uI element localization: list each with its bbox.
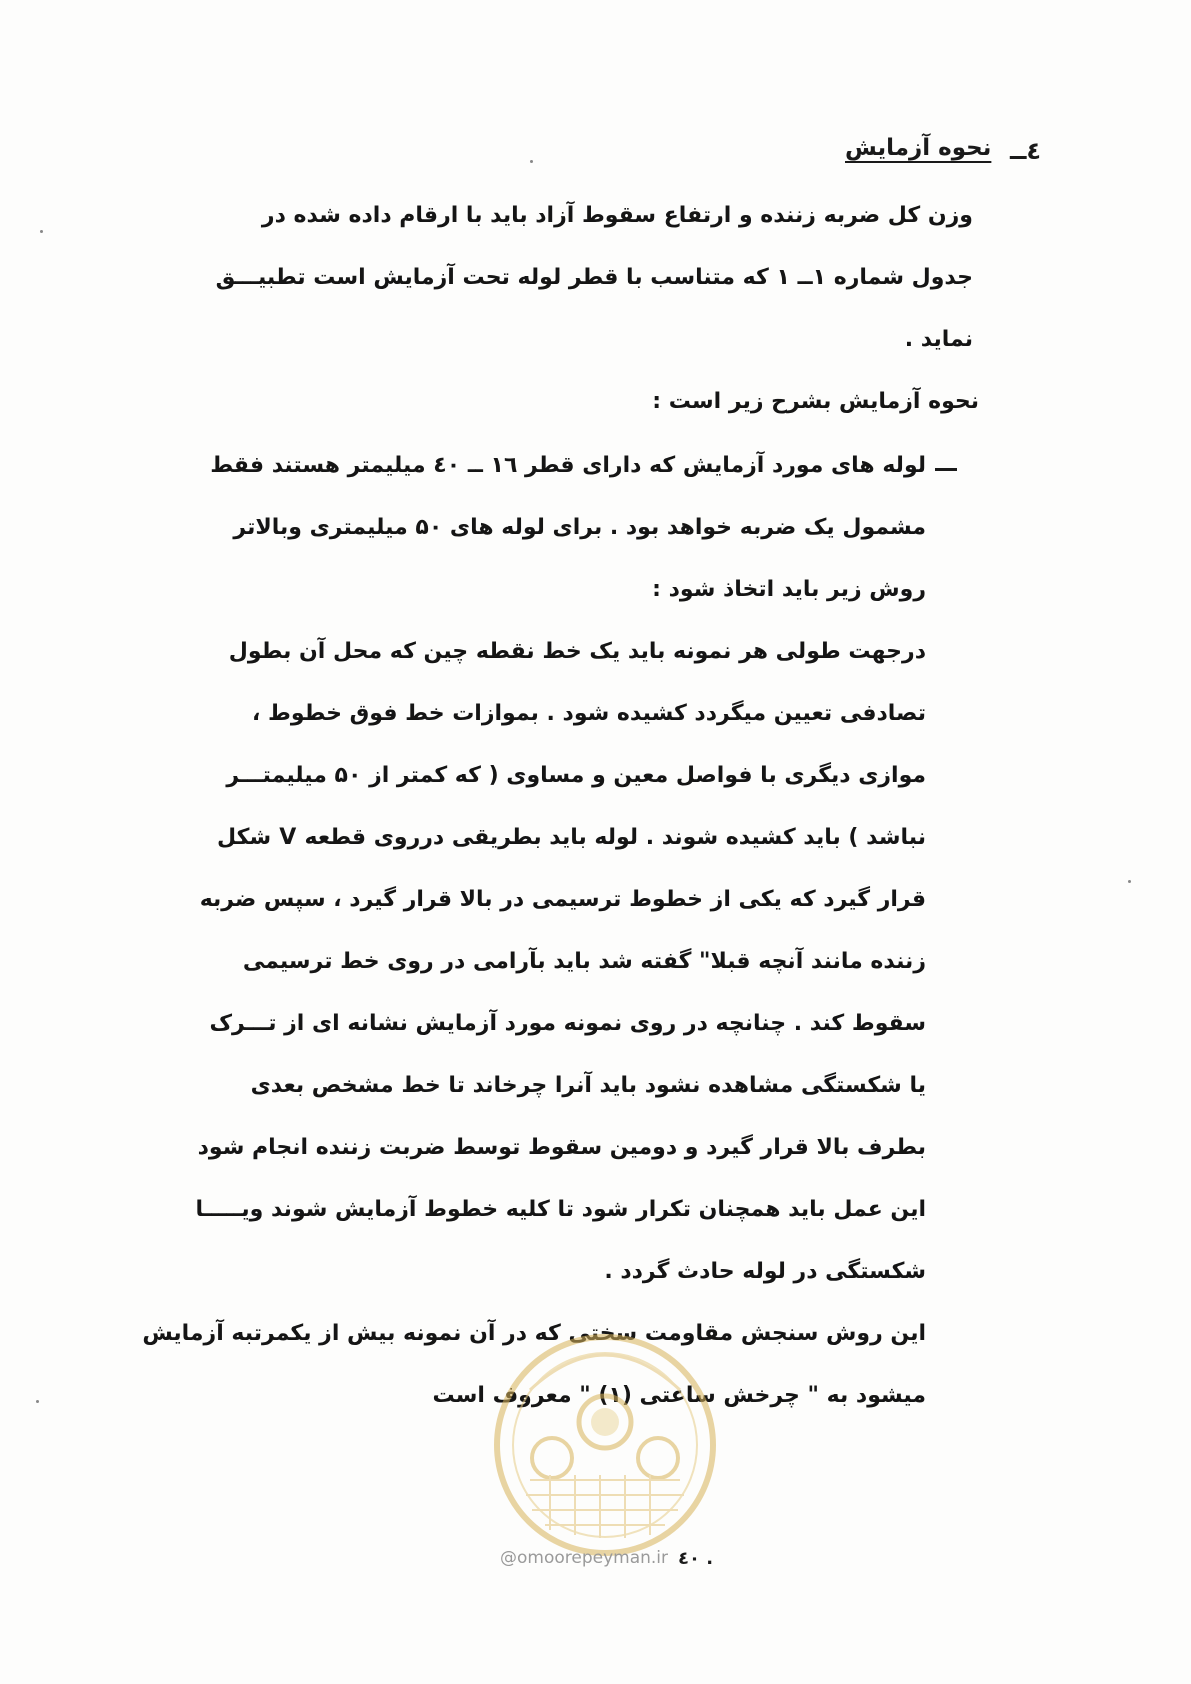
bullet-line: مشمول یک ضربه خواهد بود . برای لوله های ۵۰ میلیمتری وبالاتر — [233, 515, 926, 540]
paragraph-line: این روش سنجش مقاومت سختی که در آن نمونه بیش از یکمرتبه آزمایش — [142, 1321, 926, 1346]
paragraph-line: درجهت طولی هر نمونه باید یک خط نقطه چین که محل آن بطول — [228, 639, 926, 664]
paragraph-line: بطرف بالا قرار گیرد و دومین سقوط توسط ضربت زننده انجام شود — [197, 1135, 926, 1160]
scan-speck — [36, 1400, 39, 1403]
paragraph-line: نباشد ) باید کشیده شوند . لوله باید بطریقی درروی قطعه V شکل — [217, 825, 926, 850]
paragraph-line: وزن کل ضربه زننده و ارتفاع سقوط آزاد باید با ارقام داده شده در — [261, 203, 973, 228]
intro-line: نحوه آزمایش بشرح زیر است : — [652, 389, 979, 414]
watermark-text: @omoorepeyman.ir — [500, 1548, 669, 1568]
paragraph-line: این عمل باید همچنان تکرار شود تا کلیه خطوط آزمایش شوند ویـــــا — [195, 1197, 926, 1222]
bullet-line: روش زیر باید اتخاذ شود : — [652, 577, 926, 602]
page-number: ٤۰ . — [678, 1548, 714, 1569]
scan-speck — [1128, 880, 1131, 883]
bullet-line: لوله های مورد آزمایش که دارای قطر ۱٦ ــ ٤۰ میلیمتر هستند فقط — [210, 453, 926, 478]
scan-speck — [530, 160, 533, 163]
paragraph-line: نماید . — [904, 327, 973, 352]
section-heading: نحوه آزمایش — [845, 135, 992, 161]
paragraph-line: تصادفی تعیین میگردد کشیده شود . بموازات خط فوق خطوط ، — [252, 701, 926, 726]
paragraph-line: جدول شماره ۱ــ ۱ که متناسب با قطر لوله تحت آزمایش است تطبیـــق — [215, 265, 973, 290]
bullet-dash — [935, 468, 957, 471]
section-number: ٤ــ — [1010, 137, 1042, 165]
paragraph-line: موازی دیگری با فواصل معین و مساوی ( که کمتر از ۵۰ میلیمتـــر — [226, 763, 926, 788]
paragraph-line: یا شکستگی مشاهده نشود باید آنرا چرخاند تا خط مشخص بعدی — [250, 1073, 926, 1098]
paragraph-line: زننده مانند آنچه قبلا" گفته شد باید بآرامی در روی خط ترسیمی — [242, 949, 926, 974]
watermark-seal-icon — [490, 1330, 720, 1560]
scan-speck — [40, 230, 43, 233]
paragraph-line: میشود به " چرخش ساعتی (۱) " معروف است — [432, 1383, 926, 1408]
paragraph-line: قرار گیرد که یکی از خطوط ترسیمی در بالا قرار گیرد ، سپس ضربه — [199, 887, 926, 912]
paragraph-line: سقوط کند . چنانچه در روی نمونه مورد آزمایش نشانه ای از تـــرک — [209, 1011, 926, 1036]
paragraph-line: شکستگی در لوله حادث گردد . — [604, 1259, 926, 1284]
